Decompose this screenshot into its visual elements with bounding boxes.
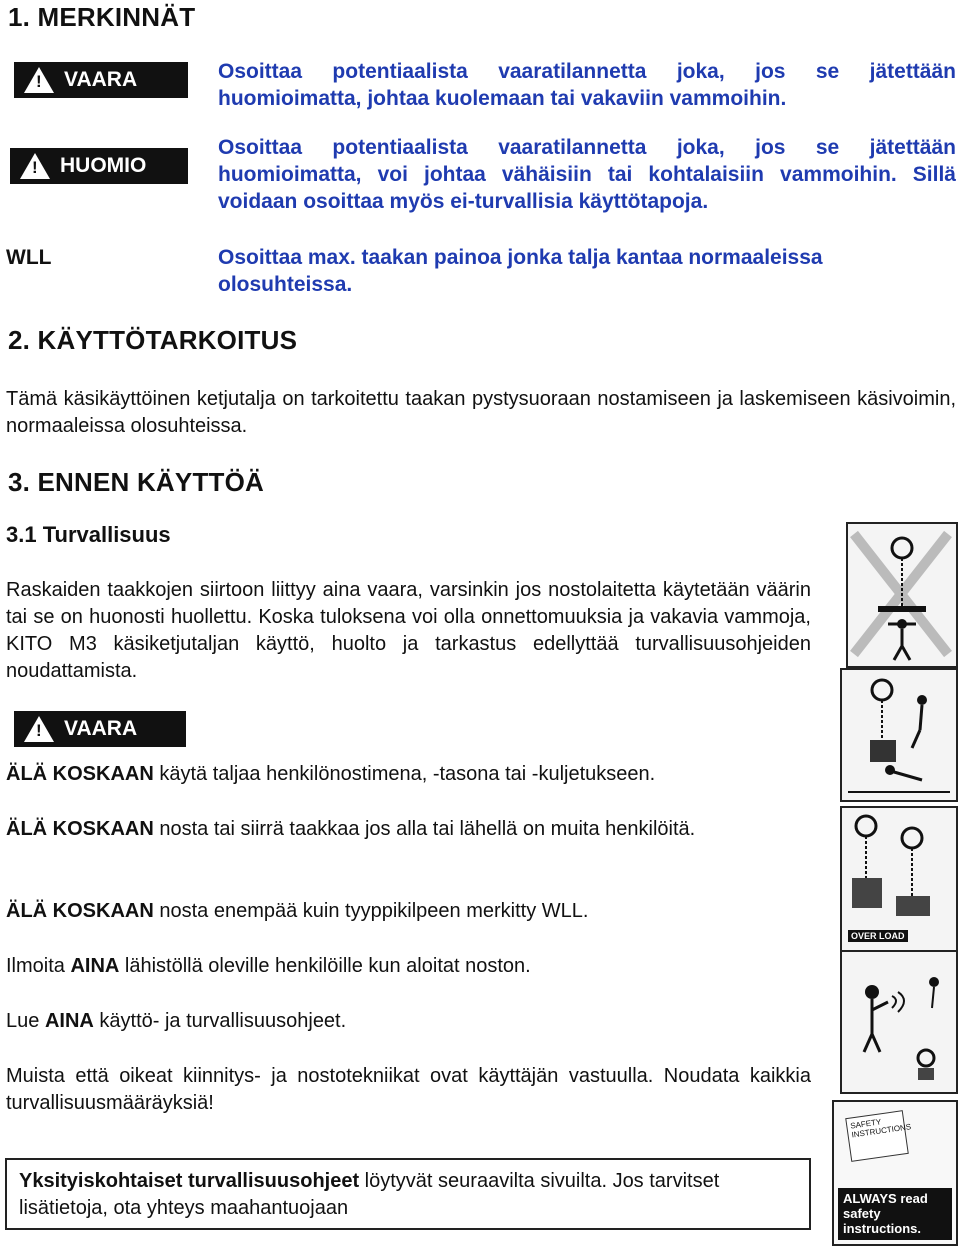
vaara-sign-label: VAARA — [64, 68, 138, 91]
rule-item: Ilmoita AINA lähistöllä oleville henkilöille kun aloitat noston. — [6, 955, 531, 977]
huomio-description: Osoittaa potentiaalista vaaratilannetta joka, jos se jätettään huomioimatta, voi johtaa vähäisiin tai kohtalaisiin vammoihin. Sillä voidaan osoittaa myös ei-turvallisia käyttötapoja. — [218, 136, 956, 213]
overload-label: OVER LOAD — [848, 930, 908, 942]
rule-item: Lue AINA käyttö- ja turvallisuusohjeet. — [6, 1010, 347, 1032]
section-3-title: 3. ENNEN KÄYTTÖÄ — [8, 467, 265, 497]
section-3-1-title: 3.1 Turvallisuus — [6, 522, 171, 547]
load-falling-illustration — [840, 668, 958, 802]
section-1-title: 1. MERKINNÄT — [8, 2, 196, 32]
purpose-text: Tämä käsikäyttöinen ketjutalja on tarkoitettu taakan pystysuoraan nostamiseen ja laskemiseen käsivoimin, normaaleissa olosuhteissa. — [6, 388, 956, 437]
always-read-label: ALWAYS read safety instructions. — [838, 1188, 952, 1240]
rule-item: ÄLÄ KOSKAAN nosta tai siirrä taakkaa jos alla tai lähellä on muita henkilöitä. — [6, 818, 696, 840]
wll-label: WLL — [6, 246, 52, 269]
rule-item: Muista että oikeat kiinnitys- ja nostotekniikat ovat käyttäjän vastuulla. Noudata kaikkia turvallisuusmääräyksiä! — [6, 1065, 811, 1114]
overload-illustration — [840, 806, 958, 952]
vaara-warning-label: VAARA — [64, 717, 138, 740]
vaara-sign — [14, 62, 188, 98]
no-person-lift-illustration — [846, 522, 958, 668]
vaara-description: Osoittaa potentiaalista vaaratilannetta joka, jos se jätettään huomioimatta, johtaa kuolemaan tai vakaviin vammoihin. — [218, 60, 956, 110]
safety-intro: Raskaiden taakkojen siirtoon liittyy aina vaara, varsinkin jos nostolaitetta käytetään väärin tai se on huonosti huollettu. Koska tuloksena voi olla onnettomuuksia ja vakavia vammoja, KITO M3 käsiketjutaljan käyttö, huolto ja tarkastus edellyttää turvallisuusohjeiden noudattamista. — [6, 579, 811, 682]
rule-item: ÄLÄ KOSKAAN käytä taljaa henkilönostimena, -tasona tai -kuljetukseen. — [6, 763, 656, 785]
huomio-sign — [10, 148, 188, 184]
note-box: Yksityiskohtaiset turvallisuusohjeet löytyvät seuraavilta sivuilta. Jos tarvitset lisätietoja, ota yhteys maahantuojaan — [5, 1158, 811, 1230]
warning-triangle-icon: ! — [24, 716, 54, 742]
huomio-sign-label: HUOMIO — [60, 154, 147, 177]
warning-triangle-icon: ! — [20, 153, 50, 179]
warning-triangle-icon: ! — [24, 67, 54, 93]
section-2-title: 2. KÄYTTÖTARKOITUS — [8, 325, 298, 355]
rule-item: ÄLÄ KOSKAAN nosta enempää kuin tyyppikilpeen merkitty WLL. — [6, 900, 589, 922]
wll-description: Osoittaa max. taakan painoa jonka talja kantaa normaaleissa olosuhteissa. — [218, 246, 823, 296]
read-instructions-illustration — [832, 1100, 958, 1246]
warn-people-illustration — [840, 950, 958, 1094]
vaara-warning-sign — [14, 711, 186, 747]
safety-card: SAFETY INSTRUCTIONS — [845, 1110, 909, 1162]
